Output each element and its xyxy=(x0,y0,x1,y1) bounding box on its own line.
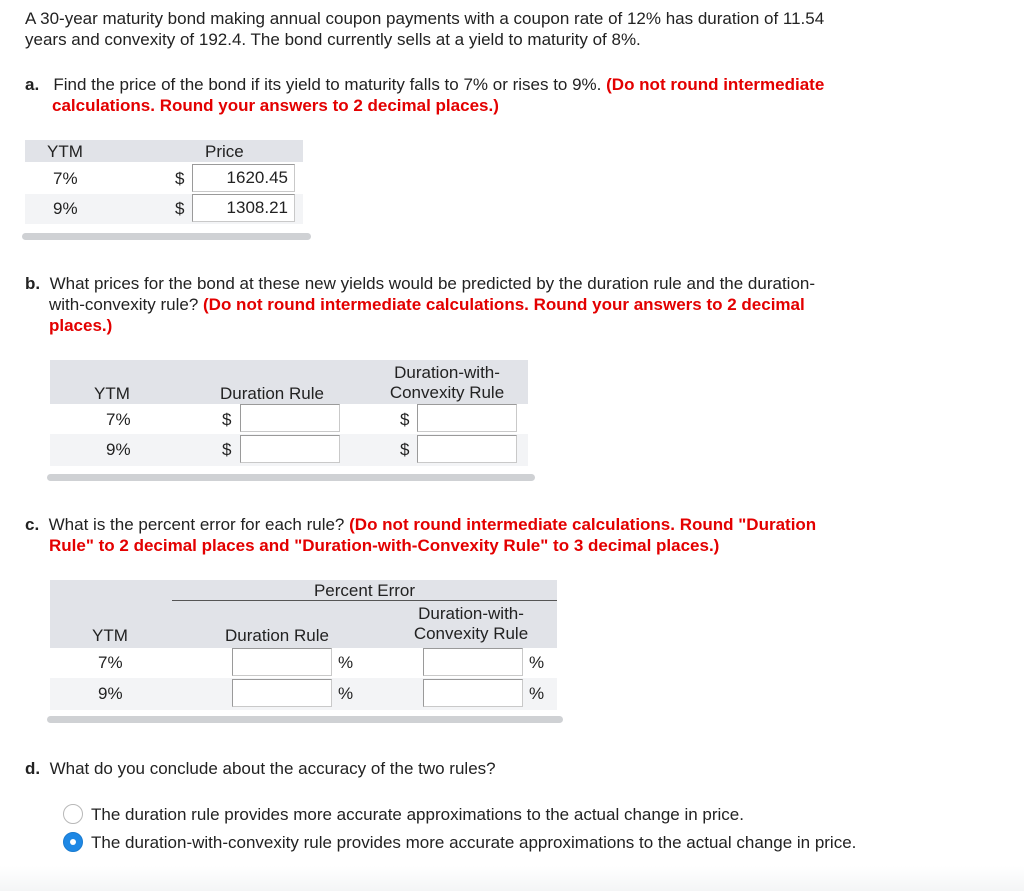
currency-symbol: $ xyxy=(175,199,185,218)
percent-symbol: % xyxy=(529,653,545,672)
part-a-col-price: Price xyxy=(205,142,244,161)
part-c-col-ytm: YTM xyxy=(92,626,128,645)
radio-option-duration-rule[interactable] xyxy=(63,804,83,824)
part-d-question xyxy=(25,758,1000,779)
part-c-question xyxy=(25,514,1000,556)
part-a-letter: a. xyxy=(25,75,40,94)
percent-symbol: % xyxy=(338,653,354,672)
price-input-7pct[interactable]: 1620.45 xyxy=(192,164,295,192)
intro-text xyxy=(25,8,1000,50)
part-a-scrollbar[interactable] xyxy=(22,233,311,240)
part-b-col-convexity-line-2: Convexity Rule xyxy=(389,383,505,402)
currency-symbol: $ xyxy=(400,440,410,459)
intro-line-1: A 30-year maturity bond making annual coupon payments with a coupon rate of 12% has duration of 11.54 xyxy=(25,9,825,28)
percent-symbol: % xyxy=(529,684,545,703)
part-c-col-convexity xyxy=(406,604,536,644)
bottom-fade xyxy=(0,866,1024,891)
part-c-col-duration: Duration Rule xyxy=(225,626,329,645)
pct-error-convexity-input-7pct[interactable] xyxy=(423,648,523,676)
part-a-instruction-1: (Do not round intermediate xyxy=(606,75,825,94)
part-c-table xyxy=(50,580,557,710)
currency-symbol: $ xyxy=(400,410,410,429)
percent-symbol: % xyxy=(338,684,354,703)
part-b-ytm-1: 7% xyxy=(106,410,131,429)
part-b-col-ytm: YTM xyxy=(94,384,130,403)
pct-error-convexity-input-9pct[interactable] xyxy=(423,679,523,707)
part-a-ytm-1: 7% xyxy=(53,169,78,188)
part-b-instruction-1: (Do not round intermediate calculations. Round your answers to 2 decimal xyxy=(203,295,805,314)
duration-rule-input-7pct[interactable] xyxy=(240,404,340,432)
part-c-letter: c. xyxy=(25,515,40,534)
part-c-instruction-1: (Do not round intermediate calculations. Round "Duration xyxy=(349,515,817,534)
part-a-text: Find the price of the bond if its yield to maturity falls to 7% or rises to 9%. xyxy=(53,75,602,94)
convexity-rule-input-7pct[interactable] xyxy=(417,404,517,432)
part-c-line-1: What is the percent error for each rule? xyxy=(48,515,345,534)
part-c-instruction-2: Rule" to 2 decimal places and "Duration-with-Convexity Rule" to 3 decimal places.) xyxy=(49,536,720,555)
part-c-ytm-1: 7% xyxy=(98,653,123,672)
option-label-convexity-rule[interactable]: The duration-with-convexity rule provides more accurate approximations to the actual change in price. xyxy=(91,833,857,852)
part-a-col-ytm: YTM xyxy=(47,142,83,161)
part-d-text: What do you conclude about the accuracy of the two rules? xyxy=(49,759,496,778)
convexity-rule-input-9pct[interactable] xyxy=(417,435,517,463)
part-b-col-convexity-line-1: Duration-with- xyxy=(394,363,500,382)
pct-error-duration-input-9pct[interactable] xyxy=(232,679,332,707)
duration-rule-input-9pct[interactable] xyxy=(240,435,340,463)
part-c-scrollbar[interactable] xyxy=(47,716,563,723)
part-b-letter: b. xyxy=(25,274,41,293)
part-b-col-convexity xyxy=(384,363,510,403)
part-a-question xyxy=(25,74,1000,116)
price-input-9pct[interactable]: 1308.21 xyxy=(192,194,295,222)
intro-line-2: years and convexity of 192.4. The bond currently sells at a yield to maturity of 8%. xyxy=(25,30,641,49)
part-c-group-header: Percent Error xyxy=(313,581,416,600)
pct-error-duration-input-7pct[interactable] xyxy=(232,648,332,676)
part-b-line-1: What prices for the bond at these new yields would be predicted by the duration rule and the duration- xyxy=(49,274,816,293)
part-b-ytm-2: 9% xyxy=(106,440,131,459)
part-b-line-2: with-convexity rule? xyxy=(49,295,199,314)
part-b-instruction-2: places.) xyxy=(49,316,113,335)
part-c-col-convexity-line-2: Convexity Rule xyxy=(413,624,529,643)
part-a-instruction-2: calculations. Round your answers to 2 decimal places.) xyxy=(52,96,499,115)
part-b-table xyxy=(50,360,528,466)
part-b-col-duration: Duration Rule xyxy=(220,384,324,403)
part-b-scrollbar[interactable] xyxy=(47,474,535,481)
option-label-duration-rule[interactable]: The duration rule provides more accurate approximations to the actual change in price. xyxy=(91,805,744,824)
part-d-letter: d. xyxy=(25,759,41,778)
part-c-col-convexity-line-1: Duration-with- xyxy=(418,604,524,623)
part-a-table xyxy=(25,140,303,224)
currency-symbol: $ xyxy=(222,440,232,459)
currency-symbol: $ xyxy=(222,410,232,429)
currency-symbol: $ xyxy=(175,169,185,188)
part-c-ytm-2: 9% xyxy=(98,684,123,703)
radio-option-convexity-rule[interactable] xyxy=(63,832,83,852)
part-b-question xyxy=(25,273,1000,336)
part-a-ytm-2: 9% xyxy=(53,199,78,218)
